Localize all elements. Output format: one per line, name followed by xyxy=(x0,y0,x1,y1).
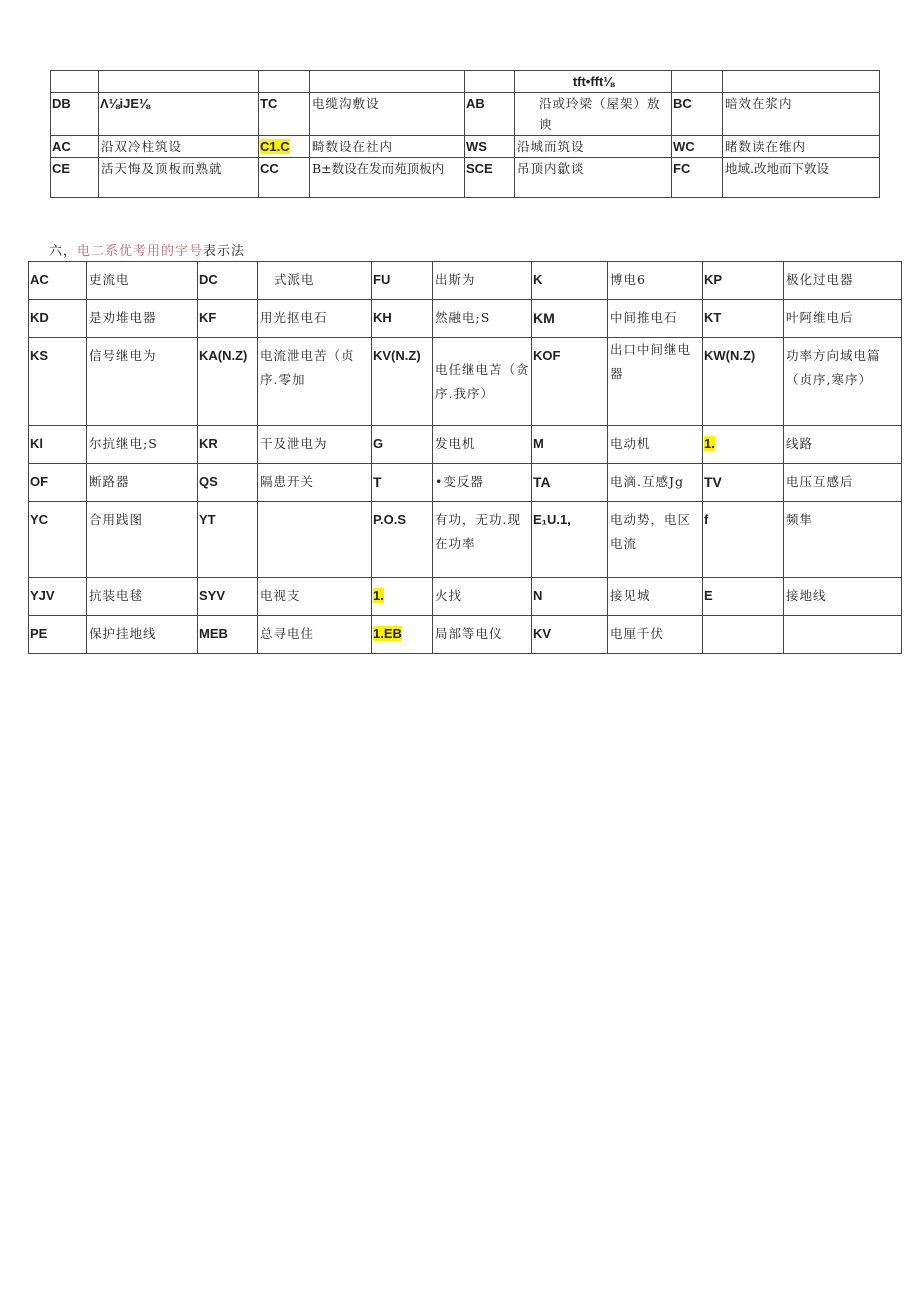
code-cell: P.O.S xyxy=(372,502,433,578)
header-cell xyxy=(99,71,259,93)
code-cell: E xyxy=(703,578,784,616)
desc-cell: 暗效在浆内 xyxy=(723,93,880,136)
code-cell: KV(N.Z) xyxy=(372,338,433,426)
code-cell: KT xyxy=(703,300,784,338)
table-row xyxy=(51,93,880,136)
table-header-row xyxy=(51,71,880,93)
code-cell: KR xyxy=(198,426,258,464)
code-cell xyxy=(259,136,310,158)
table-row xyxy=(29,300,902,338)
desc-cell: 接见城 xyxy=(608,578,703,616)
table-row xyxy=(29,338,902,426)
header-cell xyxy=(259,71,310,93)
code-cell: KF xyxy=(198,300,258,338)
code-cell xyxy=(703,426,784,464)
code-cell: OF xyxy=(29,464,87,502)
desc-cell: 沿或玲梁（屋架）敖谀 xyxy=(515,93,672,136)
code-cell xyxy=(372,578,433,616)
header-cell xyxy=(465,71,515,93)
desc-cell: 沿双冷柱筑设 xyxy=(99,136,259,158)
desc-cell: 发电机 xyxy=(433,426,532,464)
code-cell: K xyxy=(532,262,608,300)
desc-cell: 断路器 xyxy=(87,464,198,502)
desc-cell: 火找 xyxy=(433,578,532,616)
header-cell xyxy=(723,71,880,93)
code-cell: QS xyxy=(198,464,258,502)
electrical-symbols-table xyxy=(28,261,902,654)
desc-cell: 接地线 xyxy=(784,578,902,616)
highlighted-code: 1.EB xyxy=(373,626,402,641)
code-cell: SCE xyxy=(465,158,515,198)
table-row xyxy=(51,136,880,158)
desc-cell: 信号继电为 xyxy=(87,338,198,426)
code-cell: DC xyxy=(198,262,258,300)
desc-cell: 合用践图 xyxy=(87,502,198,578)
table-row xyxy=(29,426,902,464)
code-cell: FC xyxy=(672,158,723,198)
table-row xyxy=(29,262,902,300)
desc-cell: 电流泄电苦（贞序.零加 xyxy=(258,338,372,426)
code-cell: BC xyxy=(672,93,723,136)
table-row xyxy=(29,464,902,502)
code-cell: FU xyxy=(372,262,433,300)
desc-cell: 尔抗继电;S xyxy=(87,426,198,464)
desc-cell: 干及泄电为 xyxy=(258,426,372,464)
header-cell xyxy=(310,71,465,93)
desc-cell: 沿城而筑设 xyxy=(515,136,672,158)
desc-cell: 电压互感后 xyxy=(784,464,902,502)
code-cell: G xyxy=(372,426,433,464)
desc-cell xyxy=(784,616,902,654)
highlighted-code: C1.C xyxy=(260,139,290,154)
desc-cell: 博电6 xyxy=(608,262,703,300)
code-cell: f xyxy=(703,502,784,578)
code-cell: KOF xyxy=(532,338,608,426)
code-cell xyxy=(703,616,784,654)
code-cell: KD xyxy=(29,300,87,338)
desc-cell: 电缆沟敷设 xyxy=(310,93,465,136)
code-cell: TA xyxy=(532,464,608,502)
desc-cell: 吏流电 xyxy=(87,262,198,300)
code-cell: T xyxy=(372,464,433,502)
table-row xyxy=(29,502,902,578)
desc-cell: 用光抠电石 xyxy=(258,300,372,338)
desc-cell: 式派电 xyxy=(258,262,372,300)
code-cell: DB xyxy=(51,93,99,136)
table-row xyxy=(29,616,902,654)
desc-cell: 出斯为 xyxy=(433,262,532,300)
desc-cell: 有功，无功.现在功率 xyxy=(433,502,532,578)
code-cell: KM xyxy=(532,300,608,338)
code-cell: YT xyxy=(198,502,258,578)
code-cell: CE xyxy=(51,158,99,198)
desc-cell: 活天悔及顶板而熟就 xyxy=(99,158,259,198)
table-row xyxy=(51,158,880,198)
code-cell: TV xyxy=(703,464,784,502)
code-cell: KS xyxy=(29,338,87,426)
code-cell: KW(N.Z) xyxy=(703,338,784,426)
desc-cell: 吊顶内歙谈 xyxy=(515,158,672,198)
code-cell: PE xyxy=(29,616,87,654)
code-cell: KP xyxy=(703,262,784,300)
code-cell: WC xyxy=(672,136,723,158)
code-cell: KV xyxy=(532,616,608,654)
code-cell: TC xyxy=(259,93,310,136)
desc-cell: 局部等电仪 xyxy=(433,616,532,654)
desc-cell: 线路 xyxy=(784,426,902,464)
highlighted-code: 1. xyxy=(373,588,384,603)
desc-cell: Λ⅛iJE⅛ xyxy=(99,93,259,136)
desc-cell: 保护挂地线 xyxy=(87,616,198,654)
code-cell: YC xyxy=(29,502,87,578)
desc-cell: 地域.改地而下敦设 xyxy=(723,158,880,198)
desc-cell: •变反器 xyxy=(433,464,532,502)
section-title xyxy=(49,240,245,259)
desc-cell: 频隼 xyxy=(784,502,902,578)
header-cell: tft•fft⅛ xyxy=(515,71,672,93)
desc-cell: 叶阿维电后 xyxy=(784,300,902,338)
code-cell: Kl xyxy=(29,426,87,464)
desc-cell: 电动机 xyxy=(608,426,703,464)
desc-cell: 电任继电苫（贪序.我序） xyxy=(433,338,532,426)
code-cell: WS xyxy=(465,136,515,158)
code-cell: SYV xyxy=(198,578,258,616)
section-title-suffix: 表示法 xyxy=(203,244,246,259)
desc-cell: 出口中间继电器 xyxy=(608,338,703,426)
desc-cell: 功率方向域电篇（贞序,寒序） xyxy=(784,338,902,426)
code-cell: CC xyxy=(259,158,310,198)
code-cell xyxy=(372,616,433,654)
desc-cell: 电滴.互感Jg xyxy=(608,464,703,502)
desc-cell: 电厘千伏 xyxy=(608,616,703,654)
code-cell: KH xyxy=(372,300,433,338)
section-title-prefix: 六， xyxy=(49,244,78,259)
desc-cell: 畸数设在社内 xyxy=(310,136,465,158)
cable-laying-table xyxy=(50,70,880,198)
table-row xyxy=(29,578,902,616)
header-cell xyxy=(672,71,723,93)
desc-cell: 极化过电器 xyxy=(784,262,902,300)
code-cell: E₁U.1, xyxy=(532,502,608,578)
section-title-accent: 电二系优考用的字号 xyxy=(77,244,204,259)
desc-cell: 隔患开关 xyxy=(258,464,372,502)
desc-cell: 总寻电住 xyxy=(258,616,372,654)
desc-cell: 是劝堆电器 xyxy=(87,300,198,338)
desc-cell: 睹数读在维内 xyxy=(723,136,880,158)
desc-cell: 中间推电石 xyxy=(608,300,703,338)
code-cell: M xyxy=(532,426,608,464)
highlighted-code: 1. xyxy=(704,436,715,451)
code-cell: YJV xyxy=(29,578,87,616)
code-cell: MEB xyxy=(198,616,258,654)
desc-cell: 电动势，电区电流 xyxy=(608,502,703,578)
desc-cell: B±数设在发而苑顶板内 xyxy=(310,158,465,198)
desc-cell xyxy=(258,502,372,578)
code-cell: AB xyxy=(465,93,515,136)
desc-cell: 抗装电毬 xyxy=(87,578,198,616)
code-cell: KA(N.Z) xyxy=(198,338,258,426)
code-cell: N xyxy=(532,578,608,616)
code-cell: AC xyxy=(29,262,87,300)
code-cell: AC xyxy=(51,136,99,158)
desc-cell: 电视支 xyxy=(258,578,372,616)
header-cell xyxy=(51,71,99,93)
desc-cell: 然融电;S xyxy=(433,300,532,338)
